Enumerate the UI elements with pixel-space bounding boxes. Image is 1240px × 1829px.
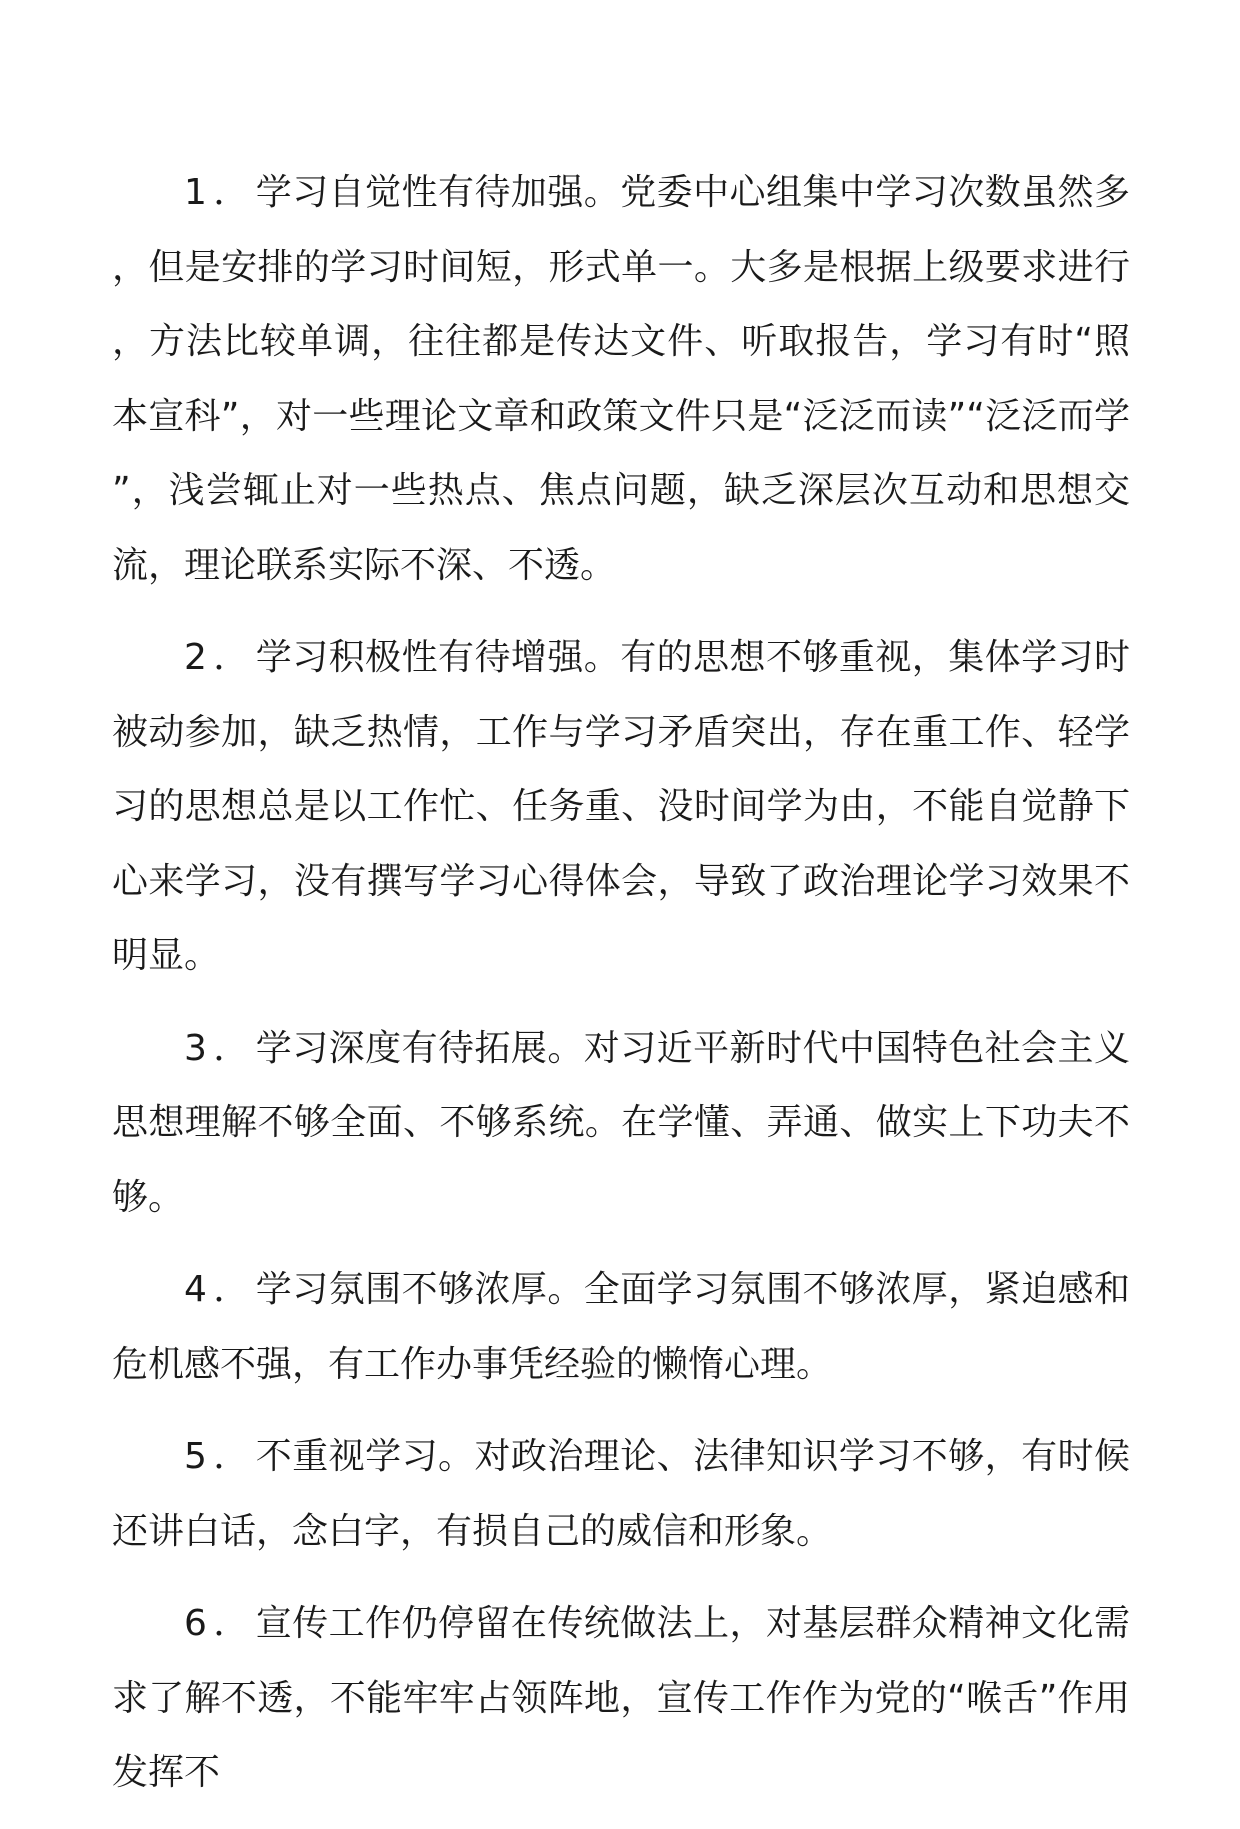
paragraph-1 — [112, 156, 1130, 603]
paragraph-text: 学习积极性有待增强。有的思想不够重视，集体学习时被动参加，缺乏热情，工作与学习矛盾突出，存在重工作、轻学习的思想总是以工作忙、任务重、没时间学为由，不能自觉静下心来学习，没有撰写学习心得体会，导致了政治理论学习效果不明显。 — [112, 637, 1130, 976]
paragraph-number: 2． — [184, 637, 256, 678]
paragraph-text: 学习氛围不够浓厚。全面学习氛围不够浓厚，紧迫感和危机感不强，有工作办事凭经验的懒惰心理。 — [112, 1269, 1130, 1385]
paragraph-2 — [112, 621, 1130, 994]
paragraph-6 — [112, 1587, 1130, 1811]
paragraph-text: 学习深度有待拓展。对习近平新时代中国特色社会主义思想理解不够全面、不够系统。在学懂、弄通、做实上下功夫不够。 — [112, 1027, 1130, 1218]
paragraph-text: 学习自觉性有待加强。党委中心组集中学习次数虽然多，但是安排的学习时间短，形式单一。大多是根据上级要求进行，方法比较单调，往往都是传达文件、听取报告，学习有时“照本宣科”，对一些理论文章和政策文件只是“泛泛而读”“泛泛而学”，浅尝辄止对一些热点、焦点问题，缺乏深层次互动和思想交流，理论联系实际不深、不透。 — [112, 172, 1130, 586]
paragraph-4 — [112, 1253, 1130, 1402]
paragraph-text: 不重视学习。对政治理论、法律知识学习不够，有时候还讲白话，念白字，有损自己的威信和形象。 — [112, 1436, 1130, 1552]
paragraph-number: 5． — [184, 1436, 256, 1477]
paragraph-number: 4． — [184, 1269, 256, 1310]
paragraph-number: 6． — [184, 1603, 256, 1644]
paragraph-text: 宣传工作仍停留在传统做法上，对基层群众精神文化需求了解不透，不能牢牢占领阵地，宣传工作作为党的“喉舌”作用发挥不 — [112, 1603, 1130, 1793]
paragraph-number: 1． — [184, 172, 256, 213]
paragraph-3 — [112, 1012, 1130, 1236]
paragraph-5 — [112, 1420, 1130, 1569]
document-page — [112, 156, 1130, 1829]
paragraph-number: 3． — [184, 1027, 256, 1069]
